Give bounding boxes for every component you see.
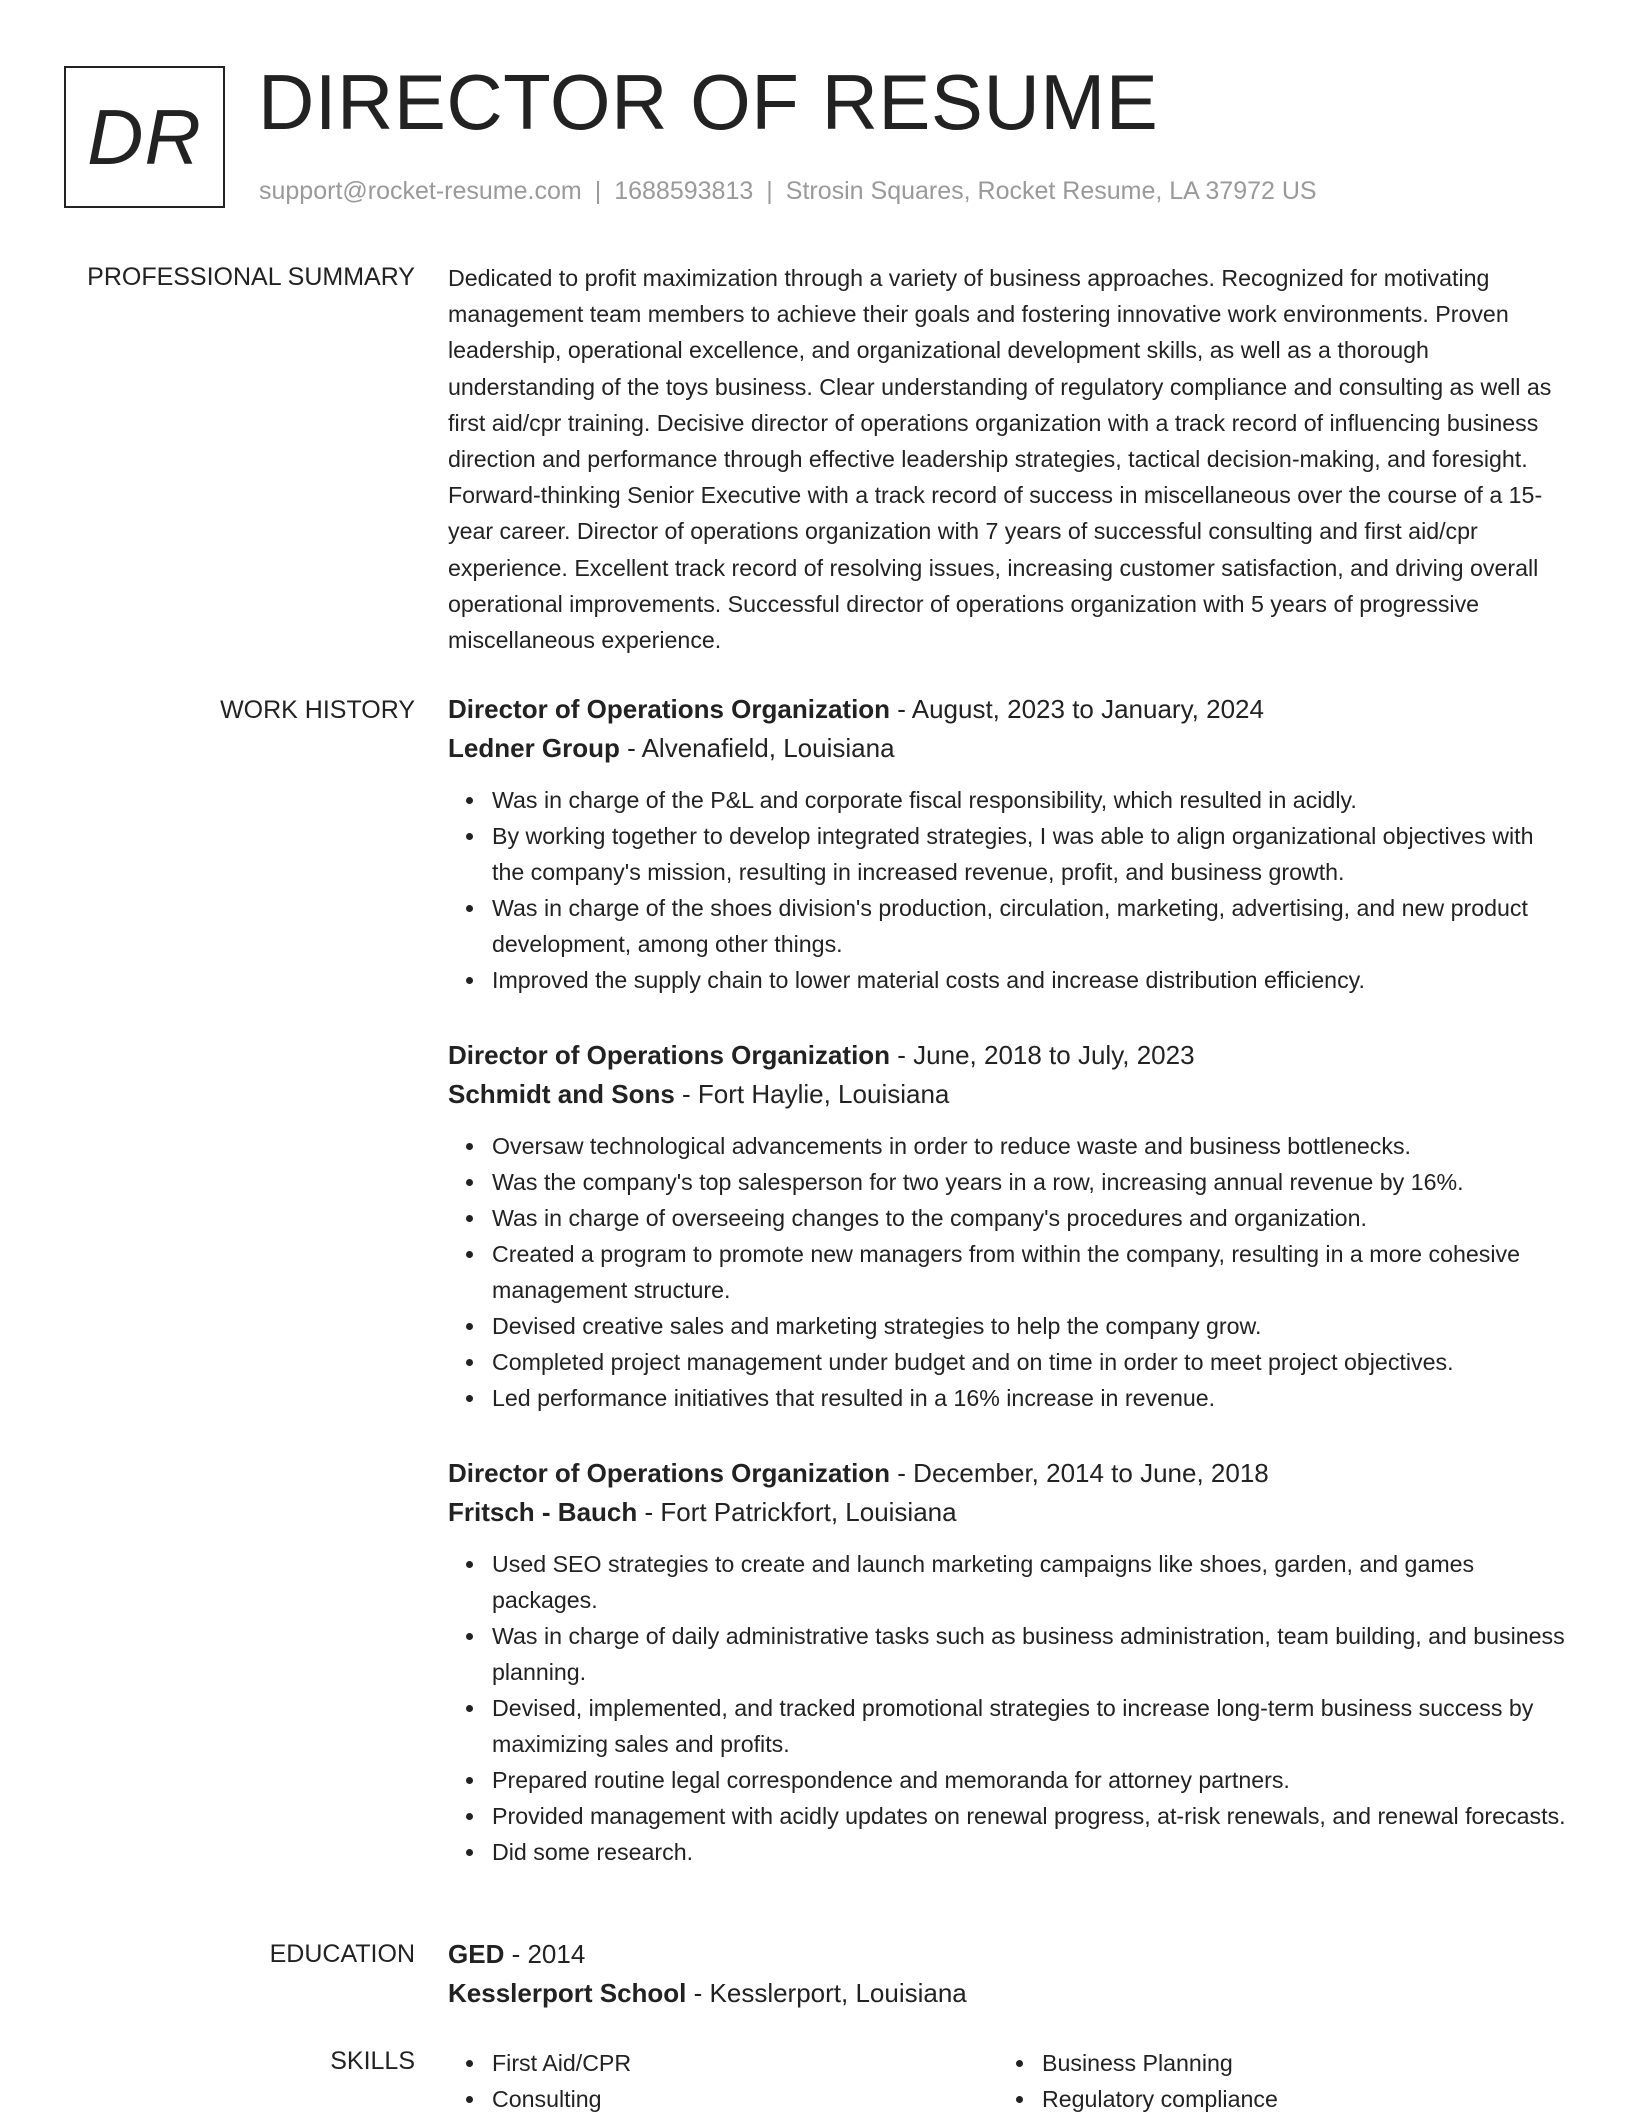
job-bullet: Was in charge of the shoes division's production, circulation, marketing, advertising, and new product development, among other things. <box>492 890 1568 962</box>
contact-address: Strosin Squares, Rocket Resume, LA 37972 US <box>785 177 1317 205</box>
job-bullets <box>448 1128 1568 1416</box>
education-degree-line <box>448 1935 1568 1974</box>
skills-list <box>448 2045 998 2117</box>
job-bullet: Was in charge of the P&L and corporate fiscal responsibility, which resulted in acidly. <box>492 782 1568 818</box>
education-location: - Kesslerport, Louisiana <box>686 1978 967 2008</box>
skills-list <box>998 2045 1548 2117</box>
job-bullets <box>448 1546 1568 1870</box>
monogram-initials: DR <box>87 92 202 181</box>
job-entry <box>448 1036 1568 1416</box>
job-company: Schmidt and Sons <box>448 1079 675 1109</box>
job-heading <box>448 690 1568 729</box>
skill-item: Business Planning <box>1042 2045 1548 2081</box>
skills-column-right <box>998 2045 1548 2117</box>
job-location: - Fort Haylie, Louisiana <box>674 1079 950 1109</box>
job-bullet: Created a program to promote new managers from within the company, resulting in a more cohesive management structure. <box>492 1236 1568 1308</box>
contact-separator: | <box>594 177 602 205</box>
contact-line <box>259 174 1317 208</box>
job-bullet: Did some research. <box>492 1834 1568 1870</box>
job-heading <box>448 1036 1568 1075</box>
contact-separator: | <box>766 177 773 205</box>
education-school-line <box>448 1974 1568 2013</box>
job-employer <box>448 729 1568 768</box>
education-school: Kesslerport School <box>448 1978 687 2008</box>
job-bullets <box>448 782 1568 998</box>
job-bullet: Oversaw technological advancements in order to reduce waste and business bottlenecks. <box>492 1128 1568 1164</box>
contact-phone[interactable]: 1688593813 <box>614 177 754 205</box>
monogram-box <box>64 66 225 208</box>
skills-grid <box>448 2045 1568 2117</box>
job-bullet: Completed project management under budget and on time in order to meet project objectives. <box>492 1344 1568 1380</box>
job-bullet: Devised, implemented, and tracked promotional strategies to increase long-term business success by maximizing sales and profits. <box>492 1690 1568 1762</box>
section-label-summary: PROFESSIONAL SUMMARY <box>87 263 415 291</box>
summary-text: Dedicated to profit maximization through a variety of business approaches. Recognized for motivating management team members to achieve their goals and fostering innovative work environments. Proven leadership, operational excellence, and organizational development skills, as well as a thorough understanding of the toys business. Clear understanding of regulatory compliance and consulting as well as first aid/cpr training. Decisive director of operations organization with a track record of influencing business direction and performance through effective leadership strategies, tactical decision-making, and foresight. Forward-thinking Senior Executive with a track record of success in miscellaneous over the course of a 15-year career. Director of operations organization with 7 years of successful consulting and first aid/cpr experience. Excellent track record of resolving issues, increasing customer satisfaction, and driving overall operational improvements. Successful director of operations organization with 5 years of progressive miscellaneous experience. <box>448 265 1552 654</box>
job-bullet: Provided management with acidly updates on renewal progress, at-risk renewals, and renewal forecasts. <box>492 1798 1568 1834</box>
job-entry <box>448 690 1568 998</box>
job-title: Director of Operations Organization <box>448 694 891 724</box>
job-title: Director of Operations Organization <box>448 1040 891 1070</box>
skill-item: Regulatory compliance <box>1042 2081 1548 2117</box>
job-company: Fritsch - Bauch <box>448 1497 638 1527</box>
job-dates: - June, 2018 to July, 2023 <box>890 1040 1195 1070</box>
job-employer <box>448 1075 1568 1114</box>
job-dates: - December, 2014 to June, 2018 <box>890 1458 1269 1488</box>
section-label-education: EDUCATION <box>269 1940 415 1968</box>
skill-item: First Aid/CPR <box>492 2045 998 2081</box>
job-bullet: Prepared routine legal correspondence and memoranda for attorney partners. <box>492 1762 1568 1798</box>
job-location: - Alvenafield, Louisiana <box>619 733 895 763</box>
job-title: Director of Operations Organization <box>448 1458 891 1488</box>
section-label-skills: SKILLS <box>330 2047 415 2075</box>
job-bullet: Was in charge of daily administrative tasks such as business administration, team building, and business planning. <box>492 1618 1568 1690</box>
job-bullet: Was in charge of overseeing changes to the company's procedures and organization. <box>492 1200 1568 1236</box>
contact-email[interactable]: support@rocket-resume.com <box>259 177 582 205</box>
candidate-name: DIRECTOR OF RESUME <box>258 58 1159 146</box>
education-body <box>448 1935 1568 2013</box>
education-year: - 2014 <box>504 1939 586 1969</box>
job-entry <box>448 1454 1568 1870</box>
education-degree: GED <box>448 1939 505 1969</box>
skills-column-left <box>448 2045 998 2117</box>
section-label-work-history: WORK HISTORY <box>220 696 415 724</box>
skills-body <box>448 2045 1568 2117</box>
job-employer <box>448 1493 1568 1532</box>
job-bullet: By working together to develop integrated strategies, I was able to align organizational objectives with the company's mission, resulting in increased revenue, profit, and business growth. <box>492 818 1568 890</box>
job-dates: - August, 2023 to January, 2024 <box>890 694 1264 724</box>
job-bullet: Devised creative sales and marketing strategies to help the company grow. <box>492 1308 1568 1344</box>
job-bullet: Led performance initiatives that resulted in a 16% increase in revenue. <box>492 1380 1568 1416</box>
job-company: Ledner Group <box>448 733 620 763</box>
summary-body <box>448 260 1568 658</box>
job-bullet: Used SEO strategies to create and launch marketing campaigns like shoes, garden, and games packages. <box>492 1546 1568 1618</box>
job-heading <box>448 1454 1568 1493</box>
job-location: - Fort Patrickfort, Louisiana <box>637 1497 957 1527</box>
job-bullet: Improved the supply chain to lower material costs and increase distribution efficiency. <box>492 962 1568 998</box>
work-history-body <box>448 690 1568 1908</box>
job-bullet: Was the company's top salesperson for two years in a row, increasing annual revenue by 16%. <box>492 1164 1568 1200</box>
skill-item: Consulting <box>492 2081 998 2117</box>
